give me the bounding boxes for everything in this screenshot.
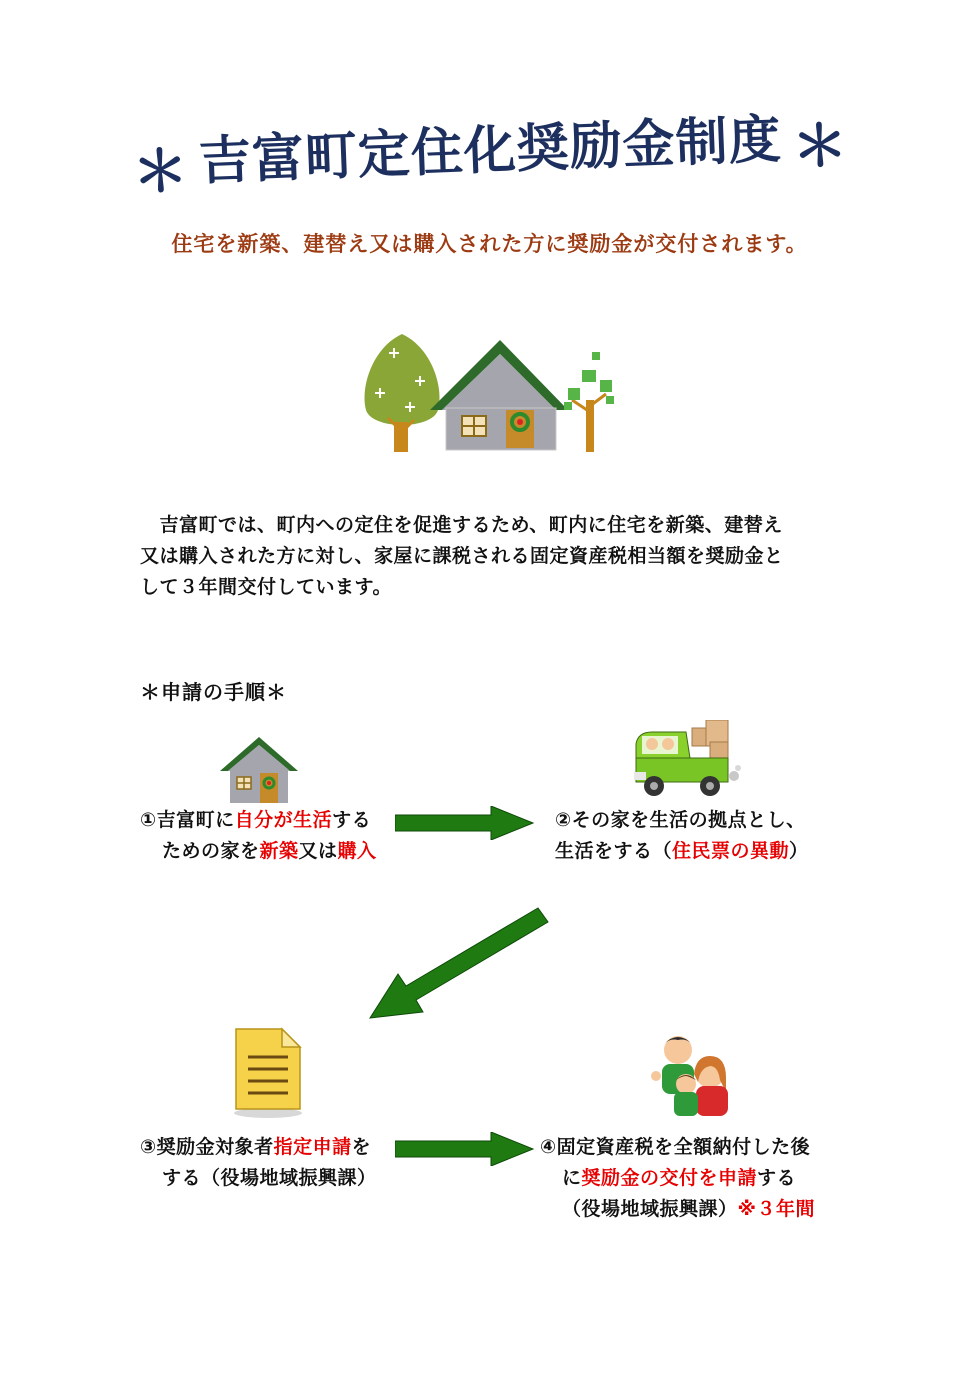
intro-paragraph (140, 510, 840, 603)
step-4-highlight-three-years: ※３年間 (737, 1198, 815, 1220)
subtitle: 住宅を新築、建替え又は購入された方に奨励金が交付されます。 (171, 232, 808, 256)
step-4 (540, 1132, 815, 1225)
house-icon (218, 735, 300, 805)
step-1 (140, 805, 377, 867)
step-4-text-end: する (757, 1167, 797, 1189)
arrow-right-icon-1 (395, 806, 535, 840)
step-1-line-1 (140, 805, 377, 836)
title-star-right: ＊ (790, 113, 851, 181)
step-3-line-1 (140, 1132, 377, 1163)
step-1-highlight-purchase: 購入 (337, 840, 377, 862)
step-4-line-1: ④固定資産税を全額納付した後 (540, 1136, 811, 1158)
step-2-text: 生活をする（ (555, 840, 673, 862)
step-2-line-2 (555, 836, 809, 867)
step-4-line-2 (540, 1163, 815, 1194)
step-2-highlight-residence: 住民票の異動 (672, 840, 790, 862)
intro-line-1: 吉富町では、町内への定住を促進するため、町内に住宅を新築、建替え (140, 514, 783, 536)
step-3-text-end: を (351, 1136, 372, 1158)
step-1-text-end: する (332, 809, 372, 831)
title-star-left: ＊ (131, 138, 191, 206)
steps-heading: ＊申請の手順＊ (140, 680, 287, 704)
step-3-text: ③奨励金対象者 (140, 1136, 274, 1158)
intro-line-3: して３年間交付しています。 (140, 576, 392, 598)
step-4-line-3 (540, 1194, 815, 1225)
step-1-text-2: ための家を (162, 840, 260, 862)
step-3-line-2: する（役場地域振興課） (162, 1167, 377, 1189)
step-1-text: ①吉富町に (140, 809, 235, 831)
arrow-diagonal-icon (360, 900, 560, 1030)
step-4-text: に (562, 1167, 582, 1189)
step-3 (140, 1132, 377, 1194)
moving-truck-icon (632, 720, 742, 802)
step-2-text-end: ） (789, 840, 809, 862)
step-4-highlight-grant-application: 奨励金の交付を申請 (581, 1167, 758, 1189)
arrow-right-icon-2 (395, 1132, 535, 1166)
step-1-highlight-new-build: 新築 (259, 840, 299, 862)
step-1-text-or: 又は (298, 840, 338, 862)
step-3-highlight-application: 指定申請 (273, 1136, 352, 1158)
step-2 (555, 805, 809, 867)
step-1-highlight-live: 自分が生活 (234, 809, 333, 831)
step-2-line-1: ②その家を生活の拠点とし、 (555, 809, 806, 831)
family-icon (648, 1030, 738, 1120)
step-1-line-2 (140, 836, 377, 867)
step-4-office: （役場地域振興課） (562, 1198, 738, 1220)
document-icon (232, 1025, 304, 1119)
title-text: 吉富町定住化奨励金制度 (197, 109, 783, 192)
house-with-trees-illustration (360, 330, 620, 455)
intro-line-2: 又は購入された方に対し、家屋に課税される固定資産税相当額を奨励金と (140, 545, 784, 567)
page-title (129, 86, 852, 204)
